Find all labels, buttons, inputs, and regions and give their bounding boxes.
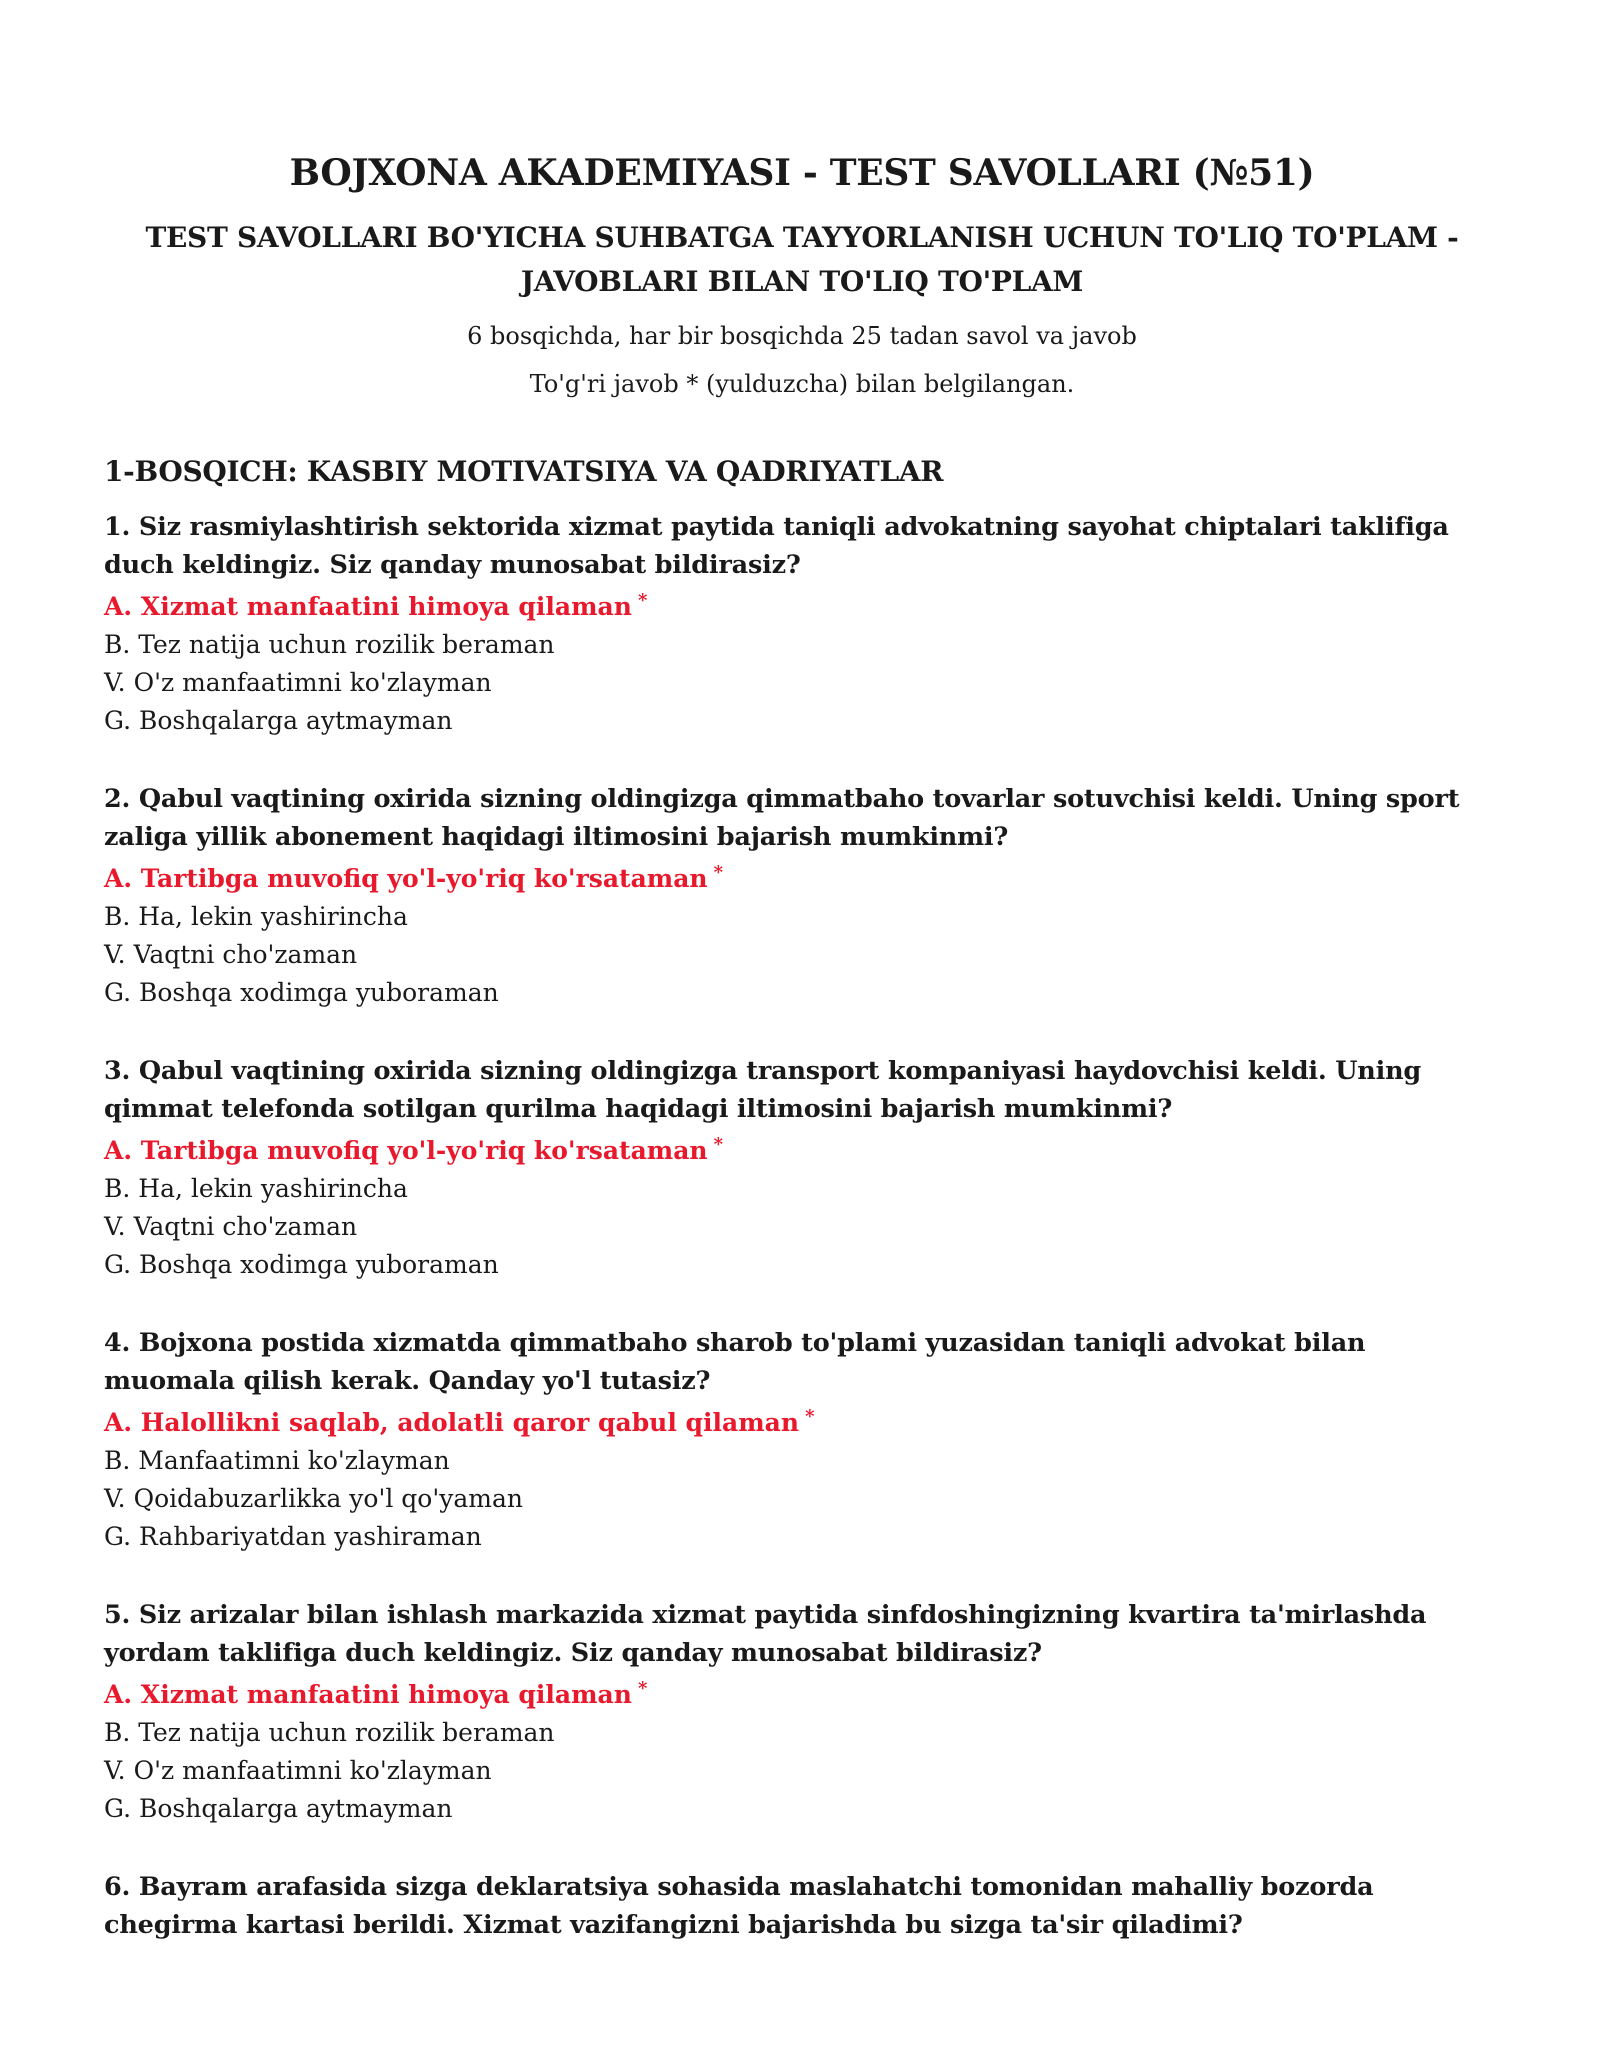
question-item [104,508,1500,740]
answer-option-b: B. Ha, lekin yashirincha [104,1174,408,1203]
correct-answer-option [104,1132,1500,1170]
question-text: 6. Bayram arafasida sizga deklaratsiya sohasida maslahatchi tomonidan mahalliy bozorda chegirma kartasi berildi. Xizmat vazifangizni bajarishda bu sizga ta'sir qiladimi? [104,1872,1374,1940]
question-item [104,1596,1500,1828]
answer-option-b: B. Tez natija uchun rozilik beraman [104,630,555,659]
section-title: 1-BOSQICH: KASBIY MOTIVATSIYA VA QADRIYATLAR [104,455,944,488]
document-title: BOJXONA AKADEMIYASI - TEST SAVOLLARI (№51) [289,152,1315,194]
correct-answer-option [104,588,1500,626]
answer-label: A. Halollikni saqlab, adolatli qaror qabul qilaman [104,1408,800,1437]
answer-label: A. Tartibga muvofiq yo'l-yo'riq ko'rsataman [104,864,708,893]
answer-option-v: V. Vaqtni cho'zaman [104,1212,358,1241]
question-text: 4. Bojxona postida xizmatda qimmatbaho sharob to'plami yuzasidan taniqli advokat bilan muomala qilish kerak. Qanday yo'l tutasiz? [104,1328,1366,1396]
answer-option-g: G. Boshqalarga aytmayman [104,1794,453,1823]
correct-answer-option [104,860,1500,898]
star-marker: * [637,589,648,611]
question-item [104,1868,1500,1944]
question-text: 1. Siz rasmiylashtirish sektorida xizmat paytida taniqli advokatning sayohat chiptalari taklifiga duch keldingiz. Siz qanday munosabat bildirasiz? [104,512,1449,580]
correct-answer-option [104,1404,1500,1442]
document-note-stages: 6 bosqichda, har bir bosqichda 25 tadan savol va javob [467,322,1137,350]
answer-option-g: G. Rahbariyatdan yashiraman [104,1522,482,1551]
answer-option-v: V. O'z manfaatimni ko'zlayman [104,668,492,697]
question-item [104,1052,1500,1284]
answer-label: A. Xizmat manfaatini himoya qilaman [104,592,632,621]
answer-option-b: B. Manfaatimni ko'zlayman [104,1446,450,1475]
star-marker: * [713,1133,724,1155]
answer-option-g: G. Boshqa xodimga yuboraman [104,978,499,1007]
correct-answer-option [104,1676,1500,1714]
star-marker: * [713,861,724,883]
question-text: 5. Siz arizalar bilan ishlash markazida xizmat paytida sinfdoshingizning kvartira ta'mirlashda yordam taklifiga duch keldingiz. Siz qanday munosabat bildirasiz? [104,1600,1427,1668]
answer-option-v: V. O'z manfaatimni ko'zlayman [104,1756,492,1785]
question-text: 2. Qabul vaqtining oxirida sizning oldingizga qimmatbaho tovarlar sotuvchisi keldi. Uning sport zaliga yillik abonement haqidagi iltimosini bajarish mumkinmi? [104,784,1460,852]
question-text: 3. Qabul vaqtining oxirida sizning oldingizga transport kompaniyasi haydovchisi keldi. Uning qimmat telefonda sotilgan qurilma haqidagi iltimosini bajarish mumkinmi? [104,1056,1422,1124]
answer-label: A. Tartibga muvofiq yo'l-yo'riq ko'rsataman [104,1136,708,1165]
document-note-answer-mark: To'g'ri javob * (yulduzcha) bilan belgilangan. [529,370,1075,398]
answer-option-v: V. Qoidabuzarlikka yo'l qo'yaman [104,1484,523,1513]
star-marker: * [805,1405,815,1427]
document-subtitle: TEST SAVOLLARI BO'YICHA SUHBATGA TAYYORLANISH UCHUN TO'LIQ TO'PLAM - JAVOBLARI BILAN TO'LIQ TO'PLAM [145,221,1459,298]
star-marker: * [637,1677,648,1699]
answer-option-b: B. Tez natija uchun rozilik beraman [104,1718,555,1747]
answer-option-g: G. Boshqa xodimga yuboraman [104,1250,499,1279]
answer-option-g: G. Boshqalarga aytmayman [104,706,453,735]
answer-label: A. Xizmat manfaatini himoya qilaman [104,1680,632,1709]
question-item [104,1324,1500,1556]
answer-option-v: V. Vaqtni cho'zaman [104,940,358,969]
answer-option-b: B. Ha, lekin yashirincha [104,902,408,931]
question-item [104,780,1500,1012]
